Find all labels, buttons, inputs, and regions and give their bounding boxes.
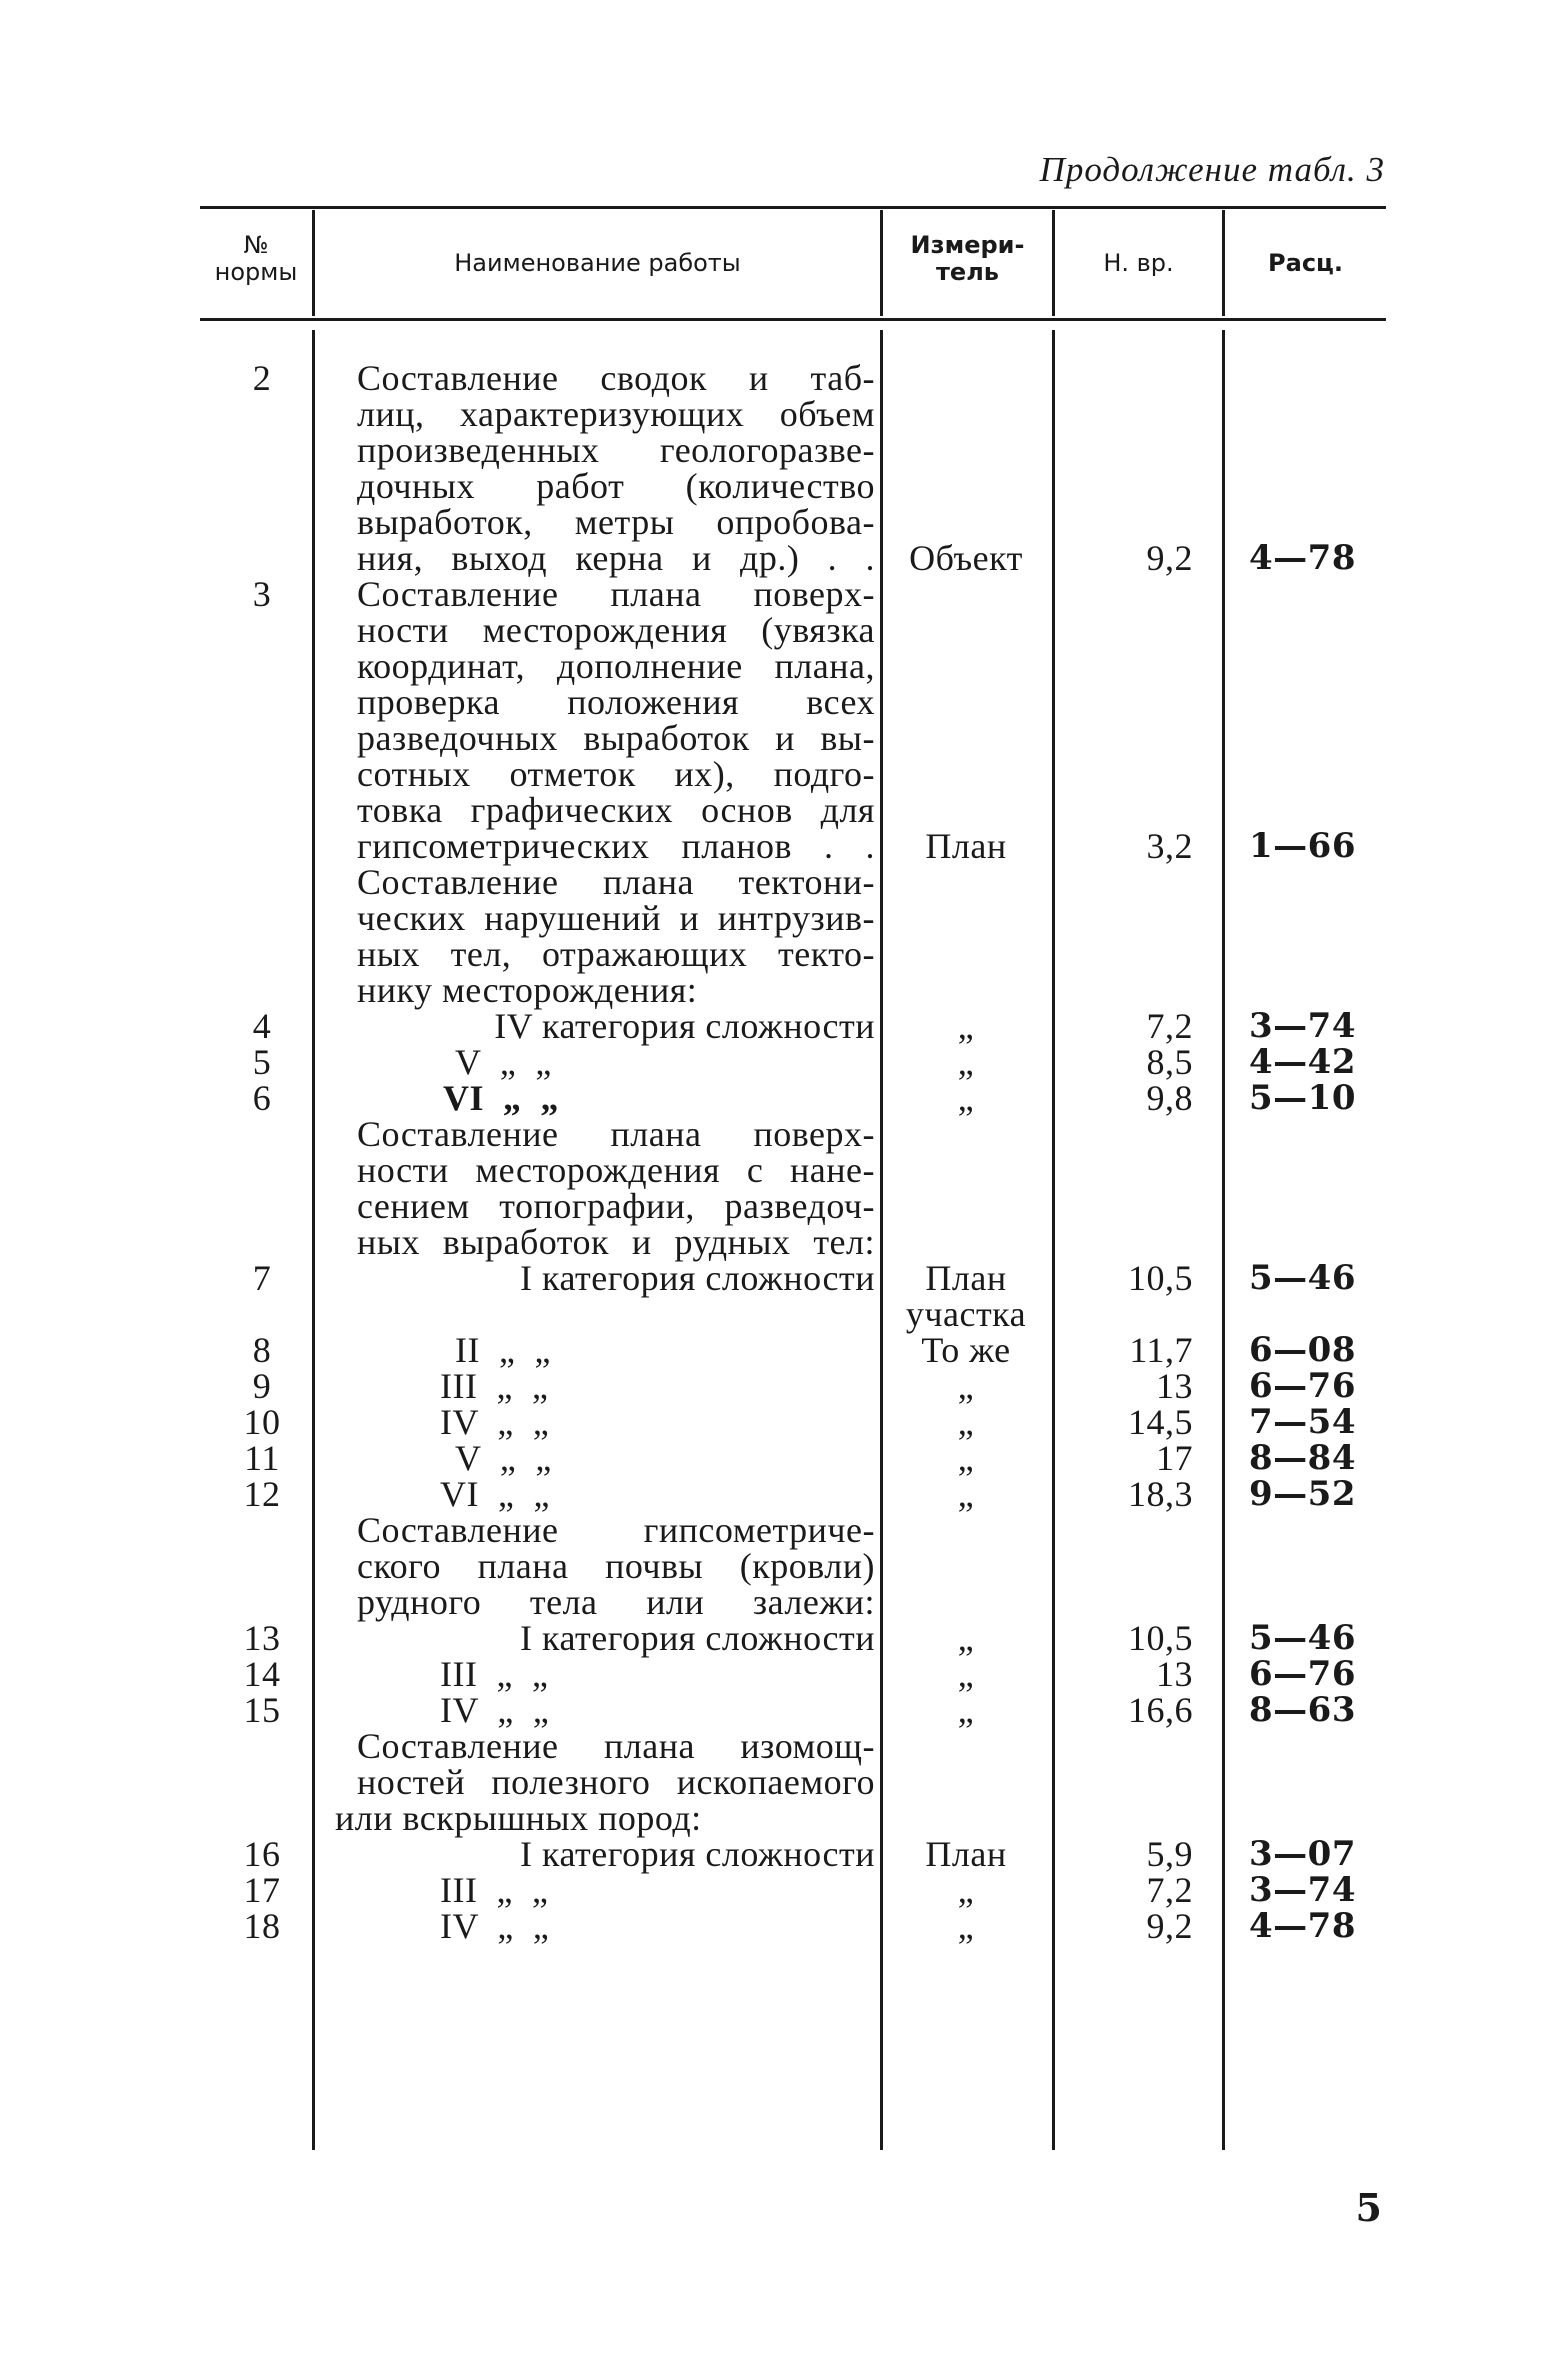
desc-line: ческих нарушений и интрузив-: [357, 898, 875, 938]
row-unit: „: [957, 1474, 975, 1514]
row-hvr: 5,9: [1146, 1834, 1193, 1874]
desc-line: ности месторождения (увязка: [357, 610, 875, 650]
desc-line: рудного тела или залежи:: [357, 1582, 875, 1622]
row-rate: 4—42: [1249, 1042, 1356, 1082]
row-rate: 8—84: [1249, 1438, 1356, 1478]
row-num: 4: [252, 1006, 272, 1046]
desc-line: ных тел, отражающих текто-: [357, 934, 875, 974]
desc-line: I категория сложности: [520, 1834, 875, 1874]
desc-line: проверка положения всех: [357, 682, 875, 722]
row-hvr: 14,5: [1128, 1402, 1193, 1442]
desc-line: ных выработок и рудных тел:: [357, 1222, 875, 1262]
row-rate: 4—78: [1249, 538, 1356, 578]
row-hvr: 3,2: [1146, 826, 1193, 866]
desc-line: нику месторождения:: [357, 970, 698, 1010]
row-num: 8: [252, 1330, 272, 1370]
row-hvr: 9,8: [1146, 1078, 1193, 1118]
desc-line: ния, выход керна и др.) . .: [357, 538, 875, 578]
row-rate: 1—66: [1249, 826, 1356, 866]
header-unit-line2: тель: [936, 258, 999, 286]
row-unit: „: [957, 1006, 975, 1046]
desc-line: IV „ „: [440, 1906, 550, 1946]
desc-line: лиц, характеризующих объем: [357, 394, 875, 434]
header-num-line1: №: [243, 231, 269, 259]
row-unit: Объект: [909, 538, 1023, 578]
row-rate: 3—74: [1249, 1006, 1356, 1046]
row-num: 5: [252, 1042, 272, 1082]
row-num: 11: [244, 1438, 280, 1478]
row-unit: „: [957, 1690, 975, 1730]
row-hvr: 9,2: [1146, 1906, 1193, 1946]
header-num-line2: нормы: [214, 258, 298, 286]
row-unit: „: [957, 1654, 975, 1694]
row-rate: 8—63: [1249, 1690, 1356, 1730]
row-rate: 4—78: [1249, 1906, 1356, 1946]
desc-line: III „ „: [440, 1870, 549, 1910]
desc-line: ности месторождения с нане-: [357, 1150, 875, 1190]
row-hvr: 7,2: [1146, 1870, 1193, 1910]
row-num: 3: [252, 574, 272, 614]
desc-line: или вскрышных пород:: [335, 1798, 702, 1838]
row-rate: 3—74: [1249, 1870, 1356, 1910]
row-num: 18: [243, 1906, 281, 1946]
header-hvr: Н. вр.: [1103, 249, 1174, 277]
row-hvr: 8,5: [1146, 1042, 1193, 1082]
row-num: 6: [252, 1078, 272, 1118]
desc-line: сотных отметок их), подго-: [357, 754, 875, 794]
desc-line: дочных работ (количество: [357, 466, 875, 506]
page-number: 5: [1355, 2185, 1382, 2230]
row-num: 12: [243, 1474, 281, 1514]
row-unit: План: [925, 1258, 1007, 1298]
desc-line: Составление плана поверх-: [357, 574, 875, 614]
desc-line: VI „ „: [440, 1474, 550, 1514]
desc-line: I категория сложности: [520, 1618, 875, 1658]
header-unit: [883, 232, 1052, 286]
row-unit: „: [957, 1906, 975, 1946]
row-unit: „: [957, 1870, 975, 1910]
desc-line: выработок, метры опробова-: [357, 502, 875, 542]
row-hvr: 13: [1156, 1654, 1193, 1694]
row-hvr: 13: [1156, 1366, 1193, 1406]
row-hvr: 18,3: [1128, 1474, 1193, 1514]
desc-line: Составление плана тектони-: [357, 862, 875, 902]
row-unit: План: [925, 1834, 1007, 1874]
row-hvr: 11,7: [1129, 1330, 1193, 1370]
header-unit-line1: Измери-: [910, 231, 1025, 259]
row-num: 15: [243, 1690, 281, 1730]
desc-line: Составление плана поверх-: [357, 1114, 875, 1154]
desc-line: II „ „: [455, 1330, 551, 1370]
row-rate: 6—08: [1249, 1330, 1356, 1370]
desc-line: произведенных геологоразве-: [357, 430, 875, 470]
row-num: 17: [243, 1870, 281, 1910]
row-unit: „: [957, 1042, 975, 1082]
desc-line: V „ „: [455, 1438, 552, 1478]
desc-line: III „ „: [440, 1366, 549, 1406]
header-rate: Расц.: [1268, 249, 1343, 277]
row-hvr: 16,6: [1128, 1690, 1193, 1730]
desc-line: Составление гипсометриче-: [357, 1510, 875, 1550]
row-unit: „: [957, 1438, 975, 1478]
desc-line: IV категория сложности: [494, 1006, 875, 1046]
desc-line: разведочных выработок и вы-: [357, 718, 875, 758]
row-num: 16: [243, 1834, 281, 1874]
row-num: 14: [243, 1654, 281, 1694]
desc-line: I категория сложности: [520, 1258, 875, 1298]
row-hvr: 17: [1156, 1438, 1193, 1478]
desc-line: сением топографии, разведоч-: [357, 1186, 875, 1226]
desc-line: V „ „: [455, 1042, 552, 1082]
row-rate: 6—76: [1249, 1366, 1356, 1406]
desc-line: товка графических основ для: [357, 790, 875, 830]
header-top-rule: [200, 206, 1386, 209]
row-hvr: 9,2: [1146, 538, 1193, 578]
row-hvr: 10,5: [1128, 1258, 1193, 1298]
desc-line: координат, дополнение плана,: [357, 646, 875, 686]
row-unit: „: [957, 1078, 975, 1118]
row-rate: 6—76: [1249, 1654, 1356, 1694]
header-bottom-rule: [200, 318, 1386, 321]
row-num: 10: [243, 1402, 281, 1442]
row-rate: 5—10: [1249, 1078, 1356, 1118]
desc-line: гипсометрических планов . .: [357, 826, 875, 866]
row-num: 2: [252, 358, 272, 398]
desc-line: III „ „: [440, 1654, 549, 1694]
row-unit: „: [957, 1618, 975, 1658]
header-num: [200, 232, 312, 286]
desc-line: ностей полезного ископаемого: [357, 1762, 875, 1802]
row-rate: 3—07: [1249, 1834, 1356, 1874]
row-unit: То же: [921, 1330, 1011, 1370]
row-unit2: участка: [905, 1294, 1027, 1334]
row-rate: 5—46: [1249, 1258, 1356, 1298]
desc-line: Составление плана изомощ-: [357, 1726, 875, 1766]
row-rate: 7—54: [1249, 1402, 1356, 1442]
row-rate: 9—52: [1249, 1474, 1356, 1514]
row-unit: „: [957, 1402, 975, 1442]
header-name: Наименование работы: [454, 249, 741, 277]
desc-line: IV „ „: [440, 1690, 550, 1730]
row-num: 9: [252, 1366, 272, 1406]
row-unit: План: [925, 826, 1007, 866]
row-hvr: 10,5: [1128, 1618, 1193, 1658]
desc-line: ского плана почвы (кровли): [357, 1546, 875, 1586]
desc-line: Составление сводок и таб-: [357, 358, 875, 398]
row-num: 13: [243, 1618, 281, 1658]
table-caption: Продолжение табл. 3: [1039, 150, 1385, 189]
row-hvr: 7,2: [1146, 1006, 1193, 1046]
row-unit: „: [957, 1366, 975, 1406]
row-num: 7: [252, 1258, 272, 1298]
desc-line: VI „ „: [443, 1078, 560, 1118]
desc-line: IV „ „: [440, 1402, 550, 1442]
row-rate: 5—46: [1249, 1618, 1356, 1658]
